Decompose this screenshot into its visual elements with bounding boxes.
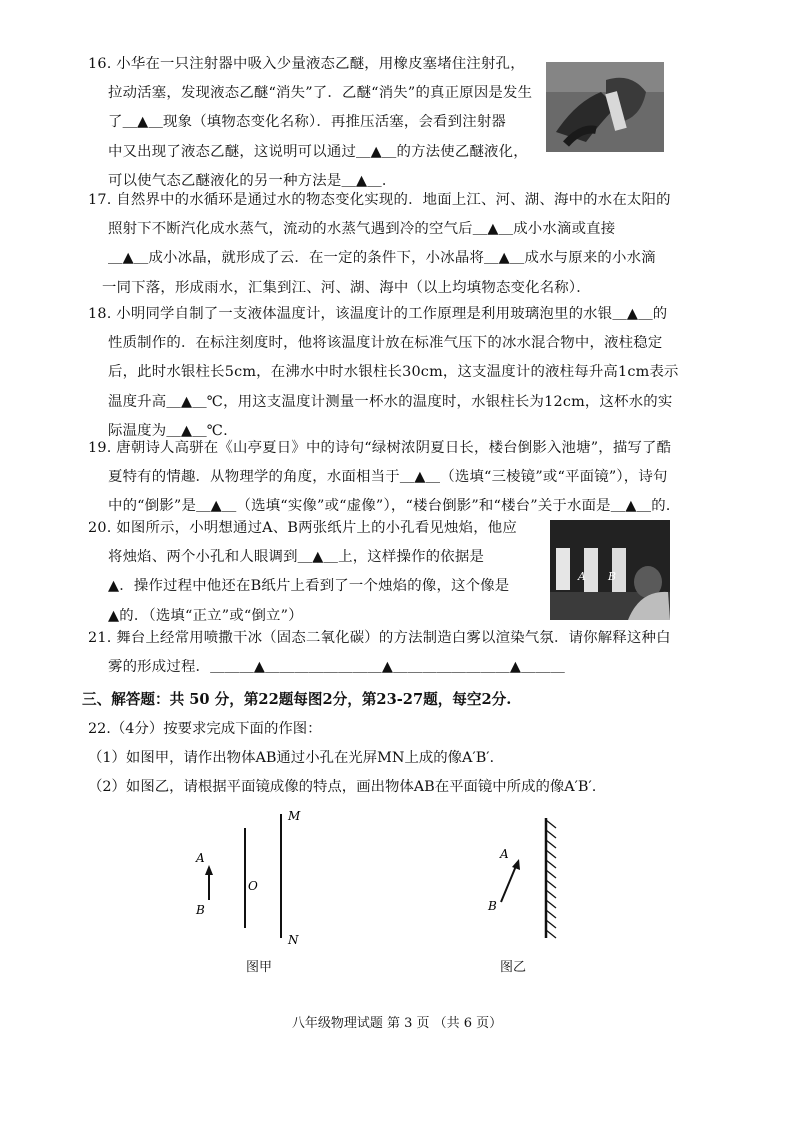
q16-line: 中又出现了液态乙醚，这说明可以通过＿▲＿的方法使乙醚液化， [108, 143, 528, 160]
caption-yi: 图乙 [500, 960, 527, 975]
q20-line: 20. 如图所示，小明想通过A、B两张纸片上的小孔看见烛焰，他应 [88, 520, 517, 536]
photo-label-b: B [608, 570, 617, 583]
arrow-head [512, 859, 520, 870]
q20-line: 将烛焰、两个小孔和人眼调到＿▲＿上，这样操作的依据是 [108, 549, 485, 566]
q22-title: 22.（4分）按要求完成下面的作图： [88, 721, 322, 737]
q18-line: 后，此时水银柱长5cm，在沸水中时水银柱长30cm，这支温度计的液柱每升高1cm表示 [108, 364, 679, 381]
question-20 [88, 514, 517, 631]
q21-line: 雾的形成过程．＿＿＿▲＿＿＿＿＿＿＿＿▲＿＿＿＿＿＿＿＿▲＿＿＿ [108, 659, 565, 676]
q22-part2: （2）如图乙，请根据平面镜成像的特点，画出物体AB在平面镜中所成的像A′B′. [88, 779, 597, 795]
q17-line: 照射下不断汽化成水蒸气，流动的水蒸气遇到冷的空气后＿▲＿成小水滴或直接 [108, 221, 616, 238]
label-a: A [196, 851, 205, 865]
candle-photo-drawing [550, 520, 670, 620]
figure-yi [480, 810, 580, 950]
label-n: N [288, 933, 299, 947]
q17-line: 17. 自然界中的水循环是通过水的物态变化实现的．地面上江、河、湖、海中的水在太阳的 [88, 192, 671, 208]
arrow-head [205, 865, 213, 875]
q18-line: 际温度为＿▲＿℃. [108, 422, 228, 439]
q18-line: 温度升高＿▲＿℃，用这支温度计测量一杯水的温度时，水银柱长为12cm，这杯水的实 [108, 393, 673, 410]
label-m: M [288, 809, 301, 823]
q17-line: 一同下落，形成雨水，汇集到江、河、湖、海中（以上均填物态变化名称）． [102, 279, 591, 296]
label-b: B [196, 903, 205, 917]
question-18 [88, 300, 679, 446]
figure-jia [180, 800, 340, 955]
label-o: O [248, 879, 258, 893]
q20-line: ▲的．（选填“正立”或“倒立”） [108, 607, 303, 624]
q18-line: 18. 小明同学自制了一支液体温度计，该温度计的工作原理是利用玻璃泡里的水银＿▲＿的 [88, 306, 668, 322]
label-a: A [500, 847, 509, 861]
q16-line: 16. 小华在一只注射器中吸入少量液态乙醚，用橡皮塞堵住注射孔， [88, 56, 525, 72]
q22-part1: （1）如图甲，请作出物体AB通过小孔在光屏MN上成的像A′B′. [88, 750, 495, 766]
caption-jia: 图甲 [246, 960, 273, 975]
syringe-photo [546, 62, 664, 152]
q16-line: 拉动活塞，发现液态乙醚“消失”了．乙醚“消失”的真正原因是发生 [108, 85, 533, 102]
question-19 [88, 434, 671, 522]
page-footer: 八年级物理试题 第 3 页 （共 6 页） [291, 1016, 503, 1031]
section-3-heading: 三、解答题：共 50 分，第22题每图2分，第23-27题，每空2分. [82, 691, 512, 708]
q19-line: 19. 唐朝诗人高骈在《山亭夏日》中的诗句“绿树浓阴夏日长，楼台倒影入池塘”，描写了酷 [88, 440, 672, 456]
object-ab-arrow [501, 866, 516, 902]
label-b: B [488, 899, 497, 913]
question-21 [88, 624, 671, 682]
q16-line: 可以使气态乙醚液化的另一种方法是＿▲＿． [108, 172, 397, 189]
question-17 [88, 186, 671, 303]
q17-line: ＿▲＿成小冰晶，就形成了云．在一定的条件下，小冰晶将＿▲＿成水与原来的小水滴 [108, 250, 656, 267]
q19-line: 夏特有的情趣．从物理学的角度，水面相当于＿▲＿（选填“三棱镜”或“平面镜”），诗句 [108, 469, 668, 486]
syringe-photo-drawing [546, 62, 664, 152]
mirror-hatching [546, 820, 556, 938]
q20-line: ▲．操作过程中他还在B纸片上看到了一个烛焰的像，这个像是 [108, 578, 510, 595]
question-16 [88, 50, 532, 196]
q21-line: 21. 舞台上经常用喷撒干冰（固态二氧化碳）的方法制造白雾以渲染气氛．请你解释这种白 [88, 630, 671, 646]
photo-label-a: A [578, 570, 586, 583]
q16-line: 了＿▲＿现象（填物态变化名称）．再推压活塞，会看到注射器 [108, 114, 507, 131]
q18-line: 性质制作的．在标注刻度时，他将该温度计放在标准气压下的冰水混合物中，液柱稳定 [108, 335, 663, 352]
q19-line: 中的“倒影”是＿▲＿（选填“实像”或“虚像”），“楼台倒影”和“楼台”关于水面是＿▲＿的. [108, 498, 671, 515]
candle-pinhole-photo [550, 520, 670, 620]
